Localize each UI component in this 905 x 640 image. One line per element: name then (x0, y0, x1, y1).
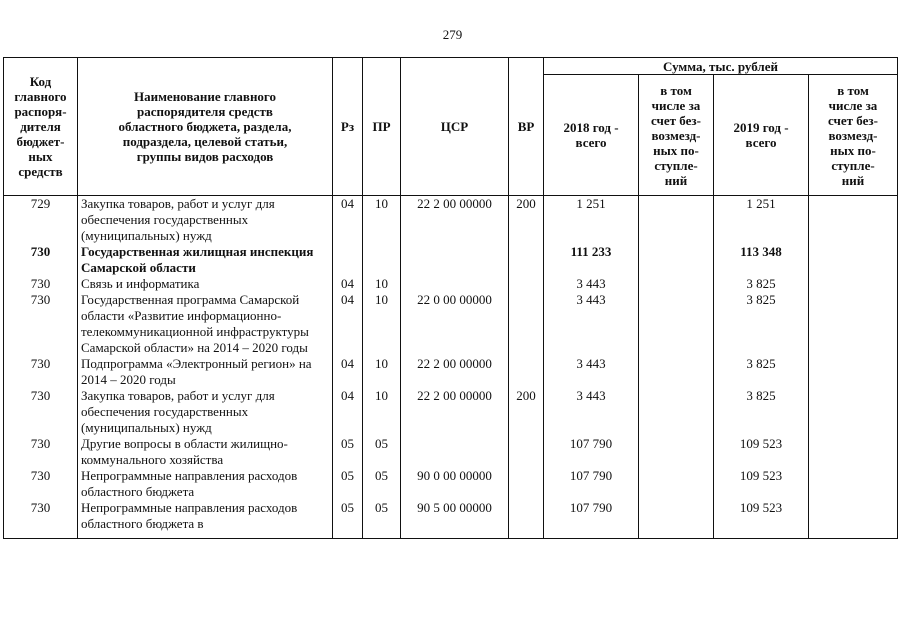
bottom-cell (363, 532, 401, 539)
cell-name: Закупка товаров, работ и услуг для обеспечения государственных (муниципальных) нужд (78, 196, 333, 245)
cell-2018-total: 3 443 (544, 276, 639, 292)
cell-2019-incl (809, 276, 898, 292)
cell-rz: 04 (333, 356, 363, 388)
table-row (4, 468, 898, 500)
cell-2018-total: 3 443 (544, 356, 639, 388)
cell-name: Подпрограмма «Электронный регион» на 2014 – 2020 годы (78, 356, 333, 388)
cell-2018-incl (639, 388, 714, 436)
table-row (4, 292, 898, 356)
cell-pr: 05 (363, 500, 401, 532)
cell-rz: 05 (333, 500, 363, 532)
bottom-cell (509, 532, 544, 539)
bottom-cell (78, 532, 333, 539)
cell-rz: 04 (333, 292, 363, 356)
cell-pr: 05 (363, 468, 401, 500)
cell-2019-total: 3 825 (714, 292, 809, 356)
cell-2019-total: 3 825 (714, 356, 809, 388)
cell-csr (401, 276, 509, 292)
budget-table (3, 57, 898, 539)
header-vr: ВР (509, 58, 544, 196)
cell-2018-total: 111 233 (544, 244, 639, 276)
cell-csr: 90 5 00 00000 (401, 500, 509, 532)
cell-name: Государственная жилищная инспекция Самарской области (78, 244, 333, 276)
cell-csr: 22 2 00 00000 (401, 196, 509, 245)
bottom-cell (809, 532, 898, 539)
cell-2018-incl (639, 468, 714, 500)
page-number: 279 (442, 27, 463, 42)
cell-vr (509, 292, 544, 356)
header-csr: ЦСР (401, 58, 509, 196)
cell-code: 730 (4, 356, 78, 388)
bottom-cell (544, 532, 639, 539)
cell-csr: 22 2 00 00000 (401, 356, 509, 388)
cell-2019-total: 3 825 (714, 388, 809, 436)
header-2019-total: 2019 год - всего (714, 75, 809, 196)
cell-code: 730 (4, 292, 78, 356)
bottom-cell (4, 532, 78, 539)
cell-2019-incl (809, 500, 898, 532)
cell-2019-incl (809, 196, 898, 245)
cell-code: 730 (4, 388, 78, 436)
cell-2018-incl (639, 500, 714, 532)
table-row (4, 388, 898, 436)
cell-2018-total: 1 251 (544, 196, 639, 245)
header-2018-incl: в том числе за счет без- возмезд- ных по- ступле- ний (639, 75, 714, 196)
cell-name: Непрограммные направления расходов областного бюджета в (78, 500, 333, 532)
bottom-cell (401, 532, 509, 539)
cell-2018-incl (639, 292, 714, 356)
table-bottom-border (4, 532, 898, 539)
cell-2018-total: 107 790 (544, 500, 639, 532)
cell-vr: 200 (509, 196, 544, 245)
cell-2018-incl (639, 436, 714, 468)
cell-rz: 04 (333, 196, 363, 245)
header-pr: ПР (363, 58, 401, 196)
header-sum: Сумма, тыс. рублей (544, 58, 898, 75)
cell-vr (509, 468, 544, 500)
cell-name: Другие вопросы в области жилищно-коммунального хозяйства (78, 436, 333, 468)
cell-pr: 10 (363, 196, 401, 245)
cell-rz (333, 244, 363, 276)
cell-code: 730 (4, 436, 78, 468)
cell-code: 730 (4, 276, 78, 292)
cell-vr (509, 356, 544, 388)
cell-2018-incl (639, 196, 714, 245)
table-body (4, 196, 898, 539)
cell-name: Закупка товаров, работ и услуг для обеспечения государственных (муниципальных) нужд (78, 388, 333, 436)
cell-csr: 22 2 00 00000 (401, 388, 509, 436)
cell-2019-incl (809, 292, 898, 356)
table-row (4, 436, 898, 468)
cell-code: 730 (4, 500, 78, 532)
cell-vr (509, 436, 544, 468)
cell-csr (401, 436, 509, 468)
table-row (4, 500, 898, 532)
cell-pr: 05 (363, 436, 401, 468)
cell-csr (401, 244, 509, 276)
cell-2018-total: 3 443 (544, 292, 639, 356)
cell-pr: 10 (363, 276, 401, 292)
cell-2018-total: 107 790 (544, 436, 639, 468)
cell-pr: 10 (363, 356, 401, 388)
cell-rz: 04 (333, 388, 363, 436)
bottom-cell (333, 532, 363, 539)
cell-2019-total: 109 523 (714, 500, 809, 532)
cell-2019-total: 3 825 (714, 276, 809, 292)
cell-pr (363, 244, 401, 276)
cell-2019-incl (809, 436, 898, 468)
cell-2019-total: 109 523 (714, 436, 809, 468)
cell-2018-total: 3 443 (544, 388, 639, 436)
cell-2019-total: 113 348 (714, 244, 809, 276)
cell-2019-total: 109 523 (714, 468, 809, 500)
cell-2019-incl (809, 468, 898, 500)
header-2018-total: 2018 год - всего (544, 75, 639, 196)
cell-2019-total: 1 251 (714, 196, 809, 245)
cell-code: 729 (4, 196, 78, 245)
cell-vr (509, 500, 544, 532)
cell-code: 730 (4, 468, 78, 500)
cell-2018-incl (639, 356, 714, 388)
table-row (4, 244, 898, 276)
table-row (4, 276, 898, 292)
bottom-cell (639, 532, 714, 539)
table-row (4, 196, 898, 245)
cell-vr: 200 (509, 388, 544, 436)
cell-code: 730 (4, 244, 78, 276)
header-code: Код главного распоря- дителя бюджет- ных средств (4, 58, 78, 196)
cell-2018-incl (639, 244, 714, 276)
cell-2019-incl (809, 244, 898, 276)
header-name: Наименование главного распорядителя средств областного бюджета, раздела, подраздела, целевой статьи, группы видов расходов (78, 58, 333, 196)
cell-csr: 90 0 00 00000 (401, 468, 509, 500)
bottom-cell (714, 532, 809, 539)
cell-pr: 10 (363, 388, 401, 436)
cell-2019-incl (809, 356, 898, 388)
cell-pr: 10 (363, 292, 401, 356)
header-rz: Рз (333, 58, 363, 196)
cell-csr: 22 0 00 00000 (401, 292, 509, 356)
cell-rz: 04 (333, 276, 363, 292)
cell-name: Связь и информатика (78, 276, 333, 292)
cell-2018-incl (639, 276, 714, 292)
cell-rz: 05 (333, 468, 363, 500)
cell-name: Непрограммные направления расходов областного бюджета (78, 468, 333, 500)
cell-name: Государственная программа Самарской области «Развитие информационно-телекоммуникационной инфраструктуры Самарской области» на 2014 – 2020 годы (78, 292, 333, 356)
cell-vr (509, 276, 544, 292)
cell-vr (509, 244, 544, 276)
cell-2018-total: 107 790 (544, 468, 639, 500)
cell-2019-incl (809, 388, 898, 436)
table-row (4, 356, 898, 388)
cell-rz: 05 (333, 436, 363, 468)
header-2019-incl: в том числе за счет без- возмезд- ных по- ступле- ний (809, 75, 898, 196)
